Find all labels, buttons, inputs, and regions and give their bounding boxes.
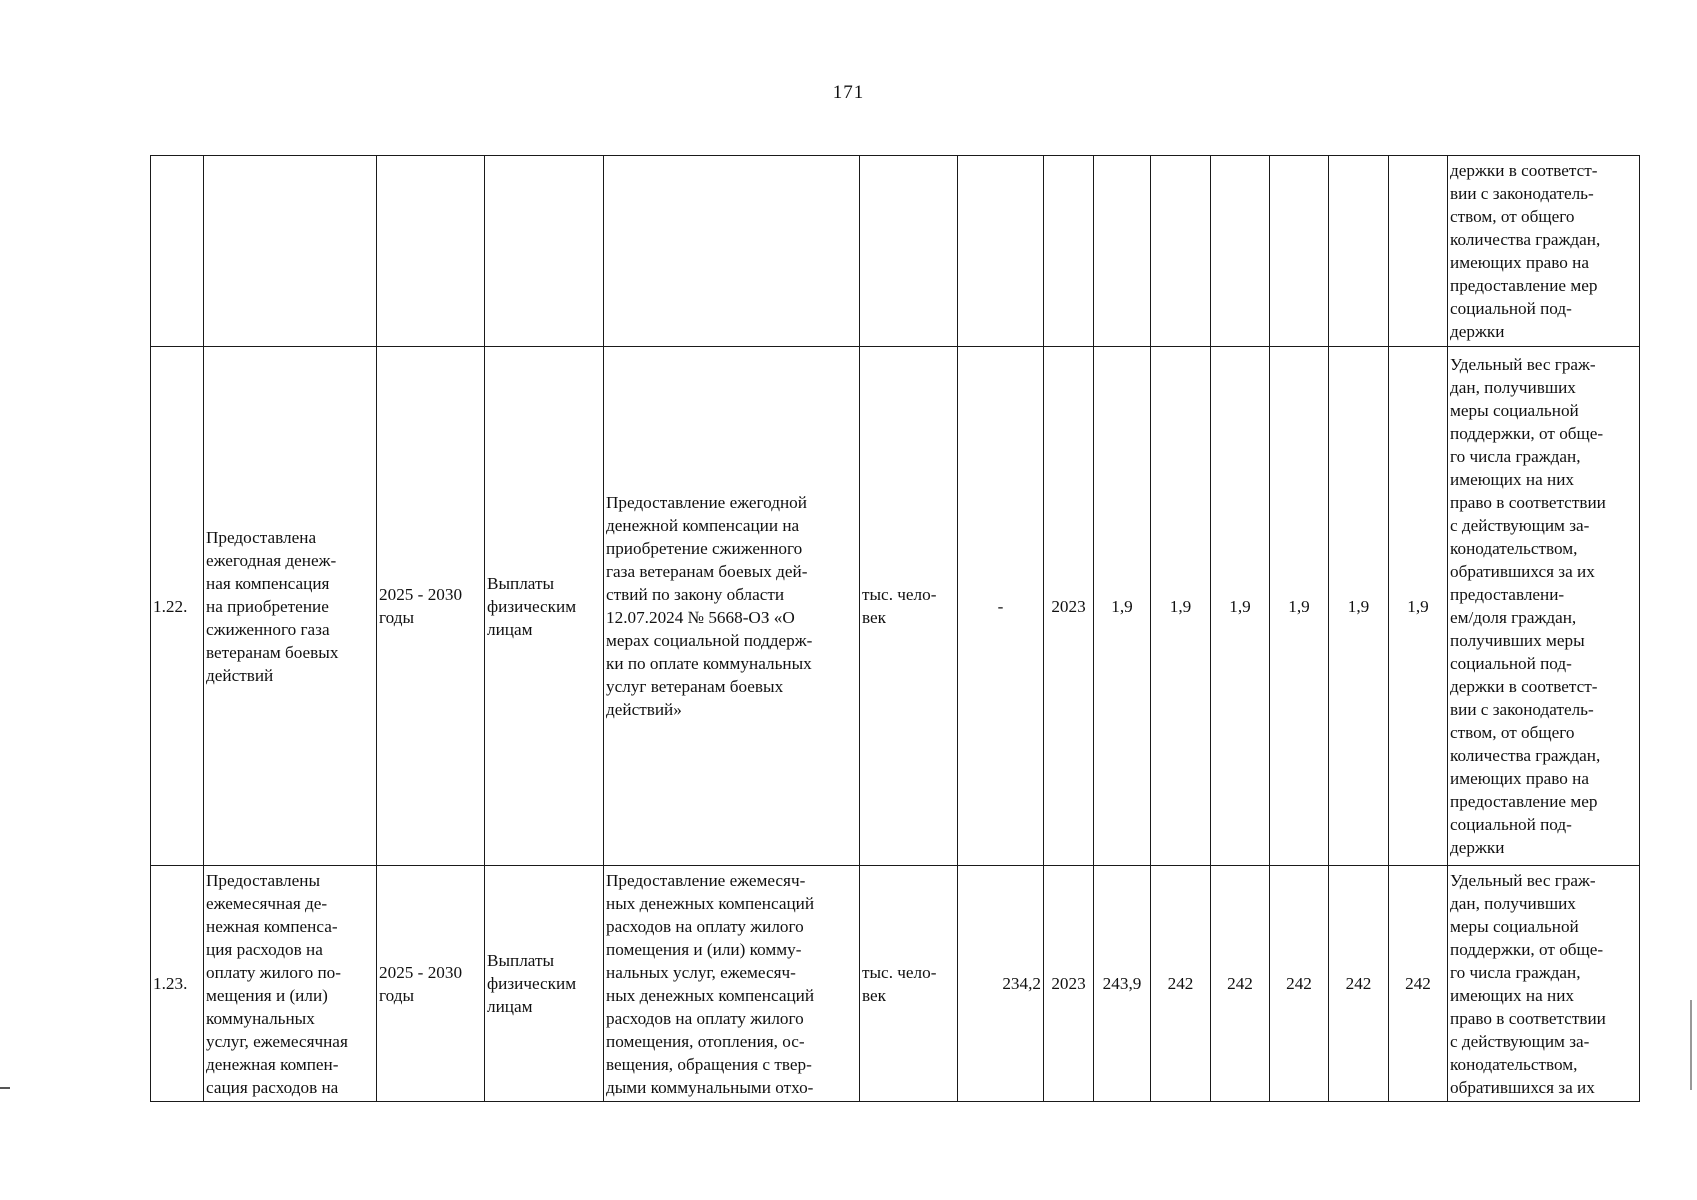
cell-y2030: 242 <box>1389 866 1448 1102</box>
cell-y2028 <box>1270 156 1329 347</box>
cell-y2029 <box>1329 156 1389 347</box>
cell-type: Выплаты физическим лицам <box>485 866 604 1102</box>
cell-y2030: 1,9 <box>1389 347 1448 866</box>
cell-characteristic <box>604 156 860 347</box>
page-number: 171 <box>832 82 865 103</box>
cell-y2026 <box>1151 156 1211 347</box>
cell-y2026: 242 <box>1151 866 1211 1102</box>
cell-base-value <box>958 156 1044 347</box>
cell-num <box>151 156 204 347</box>
cell-y2030 <box>1389 156 1448 347</box>
cell-y2028: 1,9 <box>1270 347 1329 866</box>
cell-base-value: 234,2 <box>958 866 1044 1102</box>
cell-y2025: 243,9 <box>1094 866 1151 1102</box>
cell-type: Выплаты физическим лицам <box>485 347 604 866</box>
table-row <box>151 156 1640 347</box>
cell-result: Предоставлены ежемесячная де- нежная компенса- ция расходов на оплату жилого по- мещения и (или) коммунальных услуг, ежемесячная денежная компен- сация расходов на <box>204 866 377 1102</box>
table-row <box>151 866 1640 1102</box>
cell-base-value: - <box>958 347 1044 866</box>
cell-base-year <box>1044 156 1094 347</box>
cell-unit <box>860 156 958 347</box>
cell-num: 1.23. <box>151 866 204 1102</box>
cell-characteristic: Предоставление ежемесяч- ных денежных компенсаций расходов на оплату жилого помещения и (или) комму- нальных услуг, ежемесяч- ных денежных компенсаций расходов на оплату жилого помещения, отопления, ос- вещения, обращения с твер- дыми коммунальными отхо- <box>604 866 860 1102</box>
cell-period: 2025 - 2030 годы <box>377 347 485 866</box>
cell-y2026: 1,9 <box>1151 347 1211 866</box>
cell-indicator: держки в соответст- вии с законодатель- ством, от общего количества граждан, имеющих право на предоставление мер социальной под- держки <box>1448 156 1640 347</box>
cell-period: 2025 - 2030 годы <box>377 866 485 1102</box>
cell-result <box>204 156 377 347</box>
scan-edge-mark <box>1690 1000 1692 1090</box>
cell-indicator: Удельный вес граж- дан, получивших меры социальной поддержки, от обще- го числа граждан, имеющих на них право в соответствии с действующим за- конодательством, обратившихся за их предоставлени- ем/доля граждан, получивших меры социальной под- держки в соответст- вии с законодатель- ством, от общего количества граждан, имеющих право на предоставление мер социальной под- держки <box>1448 347 1640 866</box>
cell-period <box>377 156 485 347</box>
cell-y2028: 242 <box>1270 866 1329 1102</box>
cell-characteristic: Предоставление ежегодной денежной компенсации на приобретение сжиженного газа ветеранам боевых дей- ствий по закону области 12.07.2024 № 5668-ОЗ «О мерах социальной поддерж- ки по оплате коммунальных услуг ветеранам боевых действий» <box>604 347 860 866</box>
cell-y2029: 242 <box>1329 866 1389 1102</box>
cell-indicator: Удельный вес граж- дан, получивших меры социальной поддержки, от обще- го числа граждан, имеющих на них право в соответствии с действующим за- конодательством, обратившихся за их <box>1448 866 1640 1102</box>
cell-y2025: 1,9 <box>1094 347 1151 866</box>
cell-y2029: 1,9 <box>1329 347 1389 866</box>
cell-num: 1.22. <box>151 347 204 866</box>
cell-unit: тыс. чело- век <box>860 347 958 866</box>
cell-type <box>485 156 604 347</box>
cell-unit: тыс. чело- век <box>860 866 958 1102</box>
cell-y2027 <box>1211 156 1270 347</box>
cell-y2025 <box>1094 156 1151 347</box>
table-row <box>151 347 1640 866</box>
cell-y2027: 242 <box>1211 866 1270 1102</box>
cell-base-year: 2023 <box>1044 866 1094 1102</box>
scan-edge-mark <box>0 1087 10 1089</box>
cell-result: Предоставлена ежегодная денеж- ная компенсация на приобретение сжиженного газа ветеранам боевых действий <box>204 347 377 866</box>
measures-table <box>150 155 1640 1102</box>
cell-base-year: 2023 <box>1044 347 1094 866</box>
cell-y2027: 1,9 <box>1211 347 1270 866</box>
